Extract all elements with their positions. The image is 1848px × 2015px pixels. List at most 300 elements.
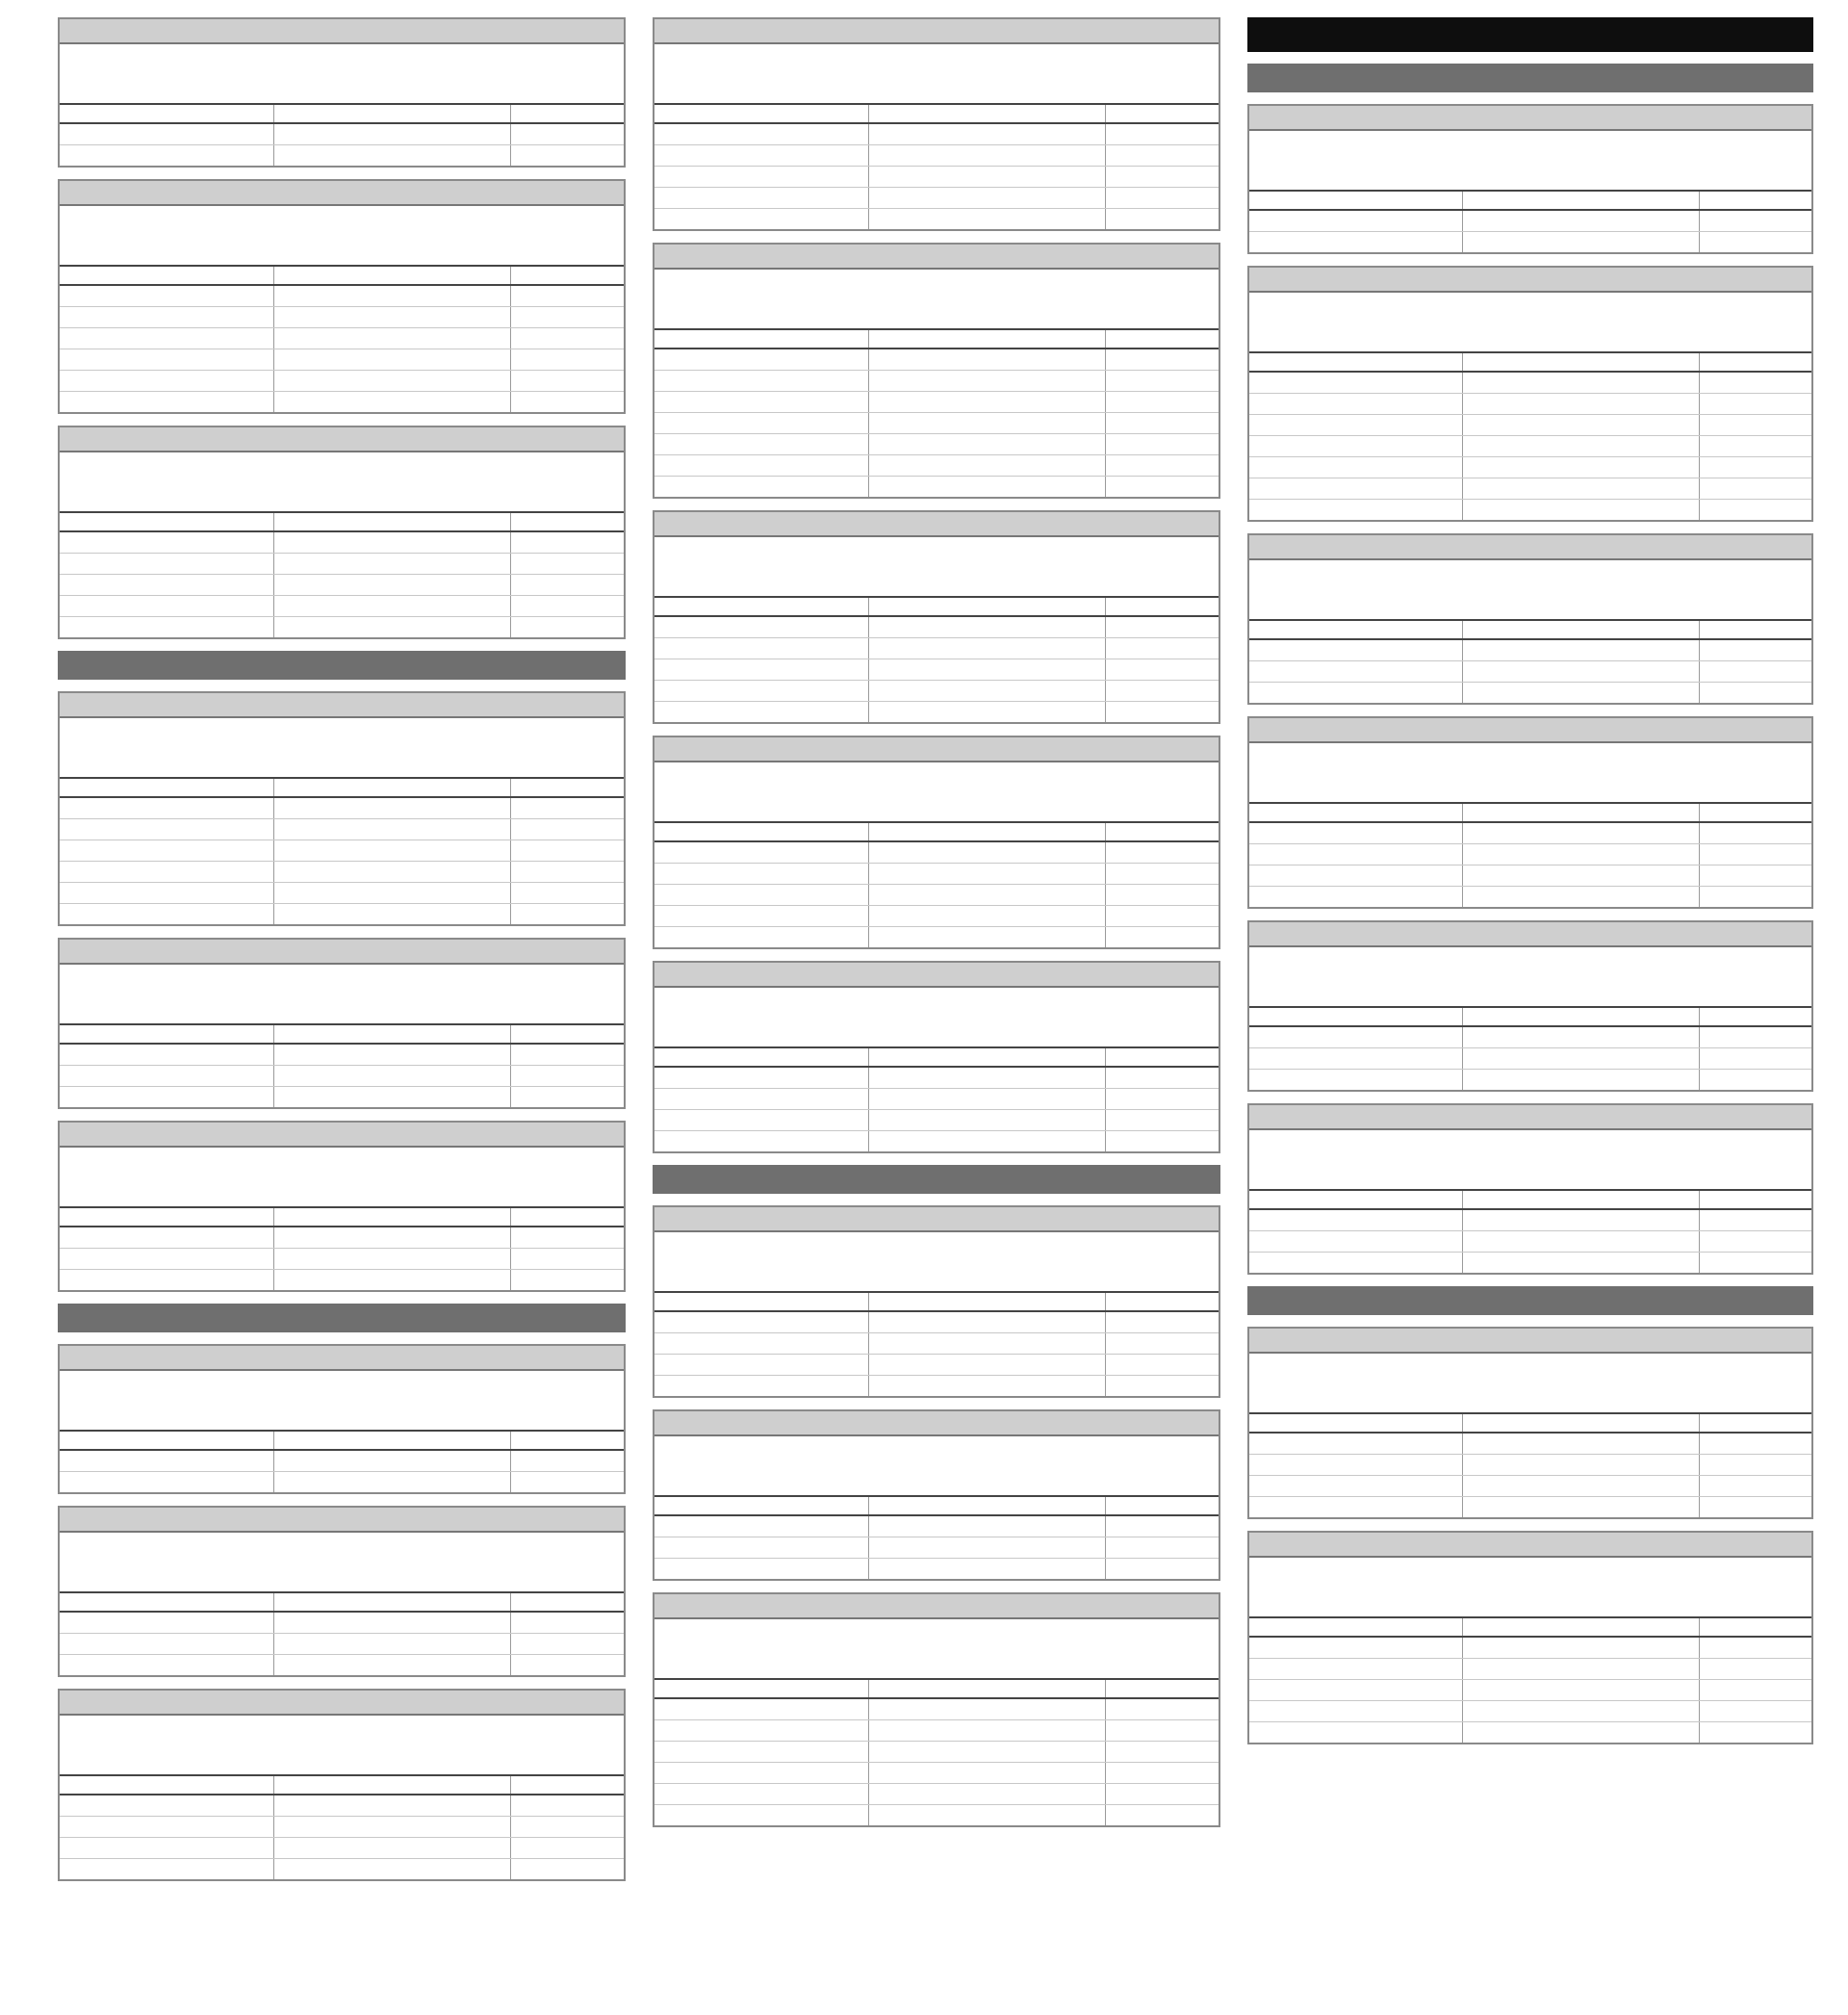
summary-value (287, 1391, 381, 1409)
summary-value (1726, 1169, 1804, 1187)
summary-label (976, 1640, 1133, 1658)
table-cell (274, 797, 421, 819)
results-table (1249, 802, 1811, 907)
table-cell (511, 1634, 568, 1655)
summary-value (287, 757, 381, 775)
column-header (511, 512, 568, 531)
results-table (1249, 1189, 1811, 1273)
table-row (1249, 500, 1811, 521)
summary-label (976, 764, 1133, 783)
table-cell (60, 1249, 274, 1270)
table-cell (421, 1066, 511, 1087)
column-header (654, 1679, 869, 1698)
summary-label (67, 1150, 287, 1168)
table-cell (274, 392, 421, 413)
table-row (1249, 1026, 1811, 1048)
table-cell (421, 904, 511, 925)
table-row (654, 349, 1219, 371)
card-title (60, 693, 624, 718)
summary-label (1570, 745, 1726, 763)
summary-label (1257, 1560, 1476, 1578)
summary-label (1257, 581, 1476, 599)
table-cell (1699, 1476, 1755, 1497)
summary-label (381, 1718, 538, 1736)
column-header (869, 822, 1015, 841)
column-header (1249, 1413, 1463, 1433)
column-header (1162, 329, 1219, 349)
summary-value (538, 1571, 616, 1589)
results-table (654, 328, 1219, 497)
table-row (654, 455, 1219, 477)
summary-value (538, 1150, 616, 1168)
table-cell (60, 819, 274, 840)
table-cell (511, 1087, 568, 1108)
table-cell (60, 1044, 274, 1066)
table-cell (1015, 145, 1106, 167)
table-cell (869, 123, 1015, 145)
table-row (60, 285, 624, 307)
summary-value (1476, 313, 1569, 331)
table-cell (654, 638, 869, 659)
column-header (1756, 1413, 1811, 1433)
table-cell (1106, 209, 1163, 230)
column-header (421, 266, 511, 285)
summary-value (1726, 133, 1804, 151)
column-header (1756, 191, 1811, 210)
summary-value (1726, 763, 1804, 782)
summary-value (882, 83, 976, 101)
summary-label (662, 1253, 882, 1271)
summary-label (976, 539, 1133, 557)
table-cell (1162, 1333, 1219, 1355)
table-cell (1699, 683, 1755, 704)
card-title (654, 1594, 1219, 1619)
table-cell (869, 1376, 1015, 1397)
summary-value (1133, 990, 1211, 1008)
table-cell (567, 123, 624, 145)
table-cell (1249, 457, 1463, 478)
table-row (654, 392, 1219, 413)
summary-value (1133, 801, 1211, 819)
summary-block (654, 537, 1219, 596)
summary-label (662, 46, 882, 65)
table-cell (654, 477, 869, 498)
table-cell (869, 864, 1015, 885)
table-cell (421, 328, 511, 349)
table-cell (274, 1612, 421, 1634)
summary-value (1476, 1578, 1569, 1596)
table-cell (60, 617, 274, 638)
table-cell (1015, 1763, 1106, 1784)
table-cell (1015, 638, 1106, 659)
table-cell (60, 1472, 274, 1493)
column-header (1106, 1292, 1163, 1311)
table-row (1249, 478, 1811, 500)
table-cell (869, 392, 1015, 413)
card-title (1249, 268, 1811, 293)
column-header (60, 1431, 274, 1450)
summary-label (662, 290, 882, 308)
table-cell (1463, 1476, 1609, 1497)
table-cell (511, 1227, 568, 1249)
summary-label (1570, 1596, 1726, 1615)
table-cell (274, 575, 421, 596)
table-cell (1756, 500, 1811, 521)
table-cell (567, 371, 624, 392)
table-cell (1699, 887, 1755, 908)
summary-value (1726, 313, 1804, 331)
card-title (60, 19, 624, 44)
table-cell (1106, 1805, 1163, 1826)
table-cell (1756, 844, 1811, 865)
summary-value (287, 46, 381, 65)
table-cell (654, 1311, 869, 1333)
table-cell (1609, 210, 1699, 232)
summary-value (1476, 1392, 1569, 1410)
summary-value (538, 1409, 616, 1428)
table-cell (1249, 844, 1463, 865)
table-cell (1609, 1659, 1699, 1680)
table-cell (869, 681, 1015, 702)
table-cell (654, 1355, 869, 1376)
table-cell (567, 554, 624, 575)
column-header (1699, 620, 1755, 639)
column-header (1162, 1047, 1219, 1067)
summary-label (1257, 1132, 1476, 1150)
card-title (60, 427, 624, 452)
table-cell (869, 1515, 1015, 1537)
table-cell (1756, 865, 1811, 887)
summary-label (381, 1003, 538, 1021)
table-cell (1162, 1110, 1219, 1131)
column-header (654, 1292, 869, 1311)
summary-label (1257, 1169, 1476, 1187)
table-cell (1162, 209, 1219, 230)
column-header (1463, 1617, 1609, 1637)
table-cell (511, 617, 568, 638)
summary-label (976, 1621, 1133, 1640)
summary-value (287, 1718, 381, 1736)
statistics-card (58, 17, 626, 168)
table-cell (567, 1838, 624, 1859)
column-header (654, 1496, 869, 1515)
results-table (60, 511, 624, 637)
summary-value (538, 1003, 616, 1021)
table-cell (1162, 659, 1219, 681)
summary-value (538, 454, 616, 473)
statistics-card (1247, 533, 1813, 705)
table-cell (1756, 822, 1811, 844)
table-cell (1609, 1497, 1699, 1518)
column-header (1249, 1617, 1463, 1637)
results-table (1249, 190, 1811, 252)
column-header (511, 1592, 568, 1612)
table-cell (1609, 394, 1699, 415)
summary-value (287, 720, 381, 738)
table-cell (567, 819, 624, 840)
summary-value (538, 1754, 616, 1772)
results-table (60, 103, 624, 166)
table-cell (1162, 1805, 1219, 1826)
table-cell (869, 371, 1015, 392)
table-cell (1609, 1253, 1699, 1274)
table-cell (1756, 1253, 1811, 1274)
summary-label (67, 1168, 287, 1186)
card-title (60, 940, 624, 965)
summary-label (976, 557, 1133, 576)
table-row (654, 188, 1219, 209)
table-cell (1015, 1720, 1106, 1742)
table-cell (1162, 145, 1219, 167)
summary-value (1476, 169, 1569, 188)
summary-value (882, 1621, 976, 1640)
summary-label (662, 801, 882, 819)
table-cell (421, 1044, 511, 1066)
table-cell (1609, 415, 1699, 436)
table-cell (1756, 415, 1811, 436)
table-row (654, 885, 1219, 906)
summary-value (1726, 968, 1804, 986)
table-cell (869, 1355, 1015, 1376)
table-cell (1015, 123, 1106, 145)
table-row (1249, 1497, 1811, 1518)
summary-label (67, 1186, 287, 1204)
table-cell (274, 531, 421, 554)
table-cell (1756, 1209, 1811, 1231)
table-cell (1699, 844, 1755, 865)
column-header (1699, 1413, 1755, 1433)
table-cell (869, 841, 1015, 864)
table-cell (1609, 436, 1699, 457)
table-cell (567, 1795, 624, 1817)
table-cell (421, 392, 511, 413)
column-header (1106, 822, 1163, 841)
table-cell (421, 1227, 511, 1249)
card-title (1249, 1533, 1811, 1558)
summary-value (1133, 308, 1211, 326)
table-cell (1249, 394, 1463, 415)
table-cell (1015, 1110, 1106, 1131)
summary-value (538, 720, 616, 738)
summary-label (1257, 295, 1476, 313)
summary-label (67, 1409, 287, 1428)
summary-value (1726, 1356, 1804, 1374)
table-cell (654, 906, 869, 927)
table-cell (511, 392, 568, 413)
table-cell (869, 167, 1015, 188)
summary-block (1249, 560, 1811, 619)
table-cell (567, 1612, 624, 1634)
table-cell (274, 145, 421, 167)
table-cell (1162, 1720, 1219, 1742)
table-cell (567, 797, 624, 819)
table-cell (869, 349, 1015, 371)
summary-value (538, 473, 616, 491)
table-cell (511, 328, 568, 349)
table-cell (1106, 1763, 1163, 1784)
table-cell (654, 659, 869, 681)
table-row (60, 1249, 624, 1270)
column-header (1609, 620, 1699, 639)
summary-label (662, 1475, 882, 1493)
table-row (1249, 1701, 1811, 1722)
summary-value (1133, 1658, 1211, 1676)
table-cell (1015, 1805, 1106, 1826)
table-row (654, 1720, 1219, 1742)
table-cell (1015, 349, 1106, 371)
summary-label (381, 1736, 538, 1754)
table-cell (1106, 616, 1163, 638)
summary-label (976, 990, 1133, 1008)
table-cell (1106, 864, 1163, 885)
table-row (654, 1763, 1219, 1784)
summary-value (287, 1168, 381, 1186)
column-header (274, 1024, 421, 1044)
table-cell (654, 371, 869, 392)
statistics-card (653, 1205, 1220, 1398)
table-cell (1106, 1720, 1163, 1742)
table-cell (511, 883, 568, 904)
summary-value (1476, 599, 1569, 617)
table-cell (654, 209, 869, 230)
table-cell (1249, 887, 1463, 908)
column-header (1015, 597, 1106, 616)
table-cell (421, 1634, 511, 1655)
table-cell (1699, 1659, 1755, 1680)
table-cell (654, 702, 869, 723)
table-cell (1106, 906, 1163, 927)
table-cell (421, 1087, 511, 1108)
column-header (421, 778, 511, 797)
table-row (60, 904, 624, 925)
table-cell (274, 1227, 421, 1249)
summary-value (882, 1640, 976, 1658)
summary-value (287, 1150, 381, 1168)
summary-label (1570, 763, 1726, 782)
table-cell (60, 797, 274, 819)
summary-value (287, 473, 381, 491)
summary-label (67, 1373, 287, 1391)
column-header (1015, 1047, 1106, 1067)
table-cell (1249, 1659, 1463, 1680)
table-cell (654, 1089, 869, 1110)
column-header (1699, 1007, 1755, 1026)
table-cell (511, 1066, 568, 1087)
sheet-column-3 (1247, 17, 1813, 1756)
column-header (869, 1679, 1015, 1698)
summary-value (1476, 968, 1569, 986)
statistics-card (1247, 920, 1813, 1092)
column-header (1106, 1496, 1163, 1515)
summary-label (662, 783, 882, 801)
summary-value (287, 65, 381, 83)
summary-label (976, 1234, 1133, 1253)
table-cell (1249, 661, 1463, 683)
table-cell (869, 145, 1015, 167)
table-cell (1015, 1698, 1106, 1720)
table-cell (60, 531, 274, 554)
table-cell (567, 392, 624, 413)
table-row (654, 167, 1219, 188)
summary-label (381, 473, 538, 491)
summary-value (1133, 576, 1211, 594)
table-cell (1699, 822, 1755, 844)
table-cell (869, 1067, 1015, 1089)
column-header (511, 778, 568, 797)
table-cell (1463, 639, 1609, 661)
summary-label (1257, 1578, 1476, 1596)
summary-label (662, 308, 882, 326)
table-cell (1106, 1067, 1163, 1089)
column-header (1106, 1047, 1163, 1067)
column-header (60, 266, 274, 285)
table-cell (1162, 1742, 1219, 1763)
table-cell (1699, 1455, 1755, 1476)
table-cell (1106, 145, 1163, 167)
summary-label (67, 1754, 287, 1772)
table-cell (1106, 1515, 1163, 1537)
summary-value (538, 1186, 616, 1204)
table-cell (60, 904, 274, 925)
table-cell (1463, 865, 1609, 887)
table-cell (1249, 1231, 1463, 1253)
summary-label (976, 1658, 1133, 1676)
table-cell (567, 1227, 624, 1249)
summary-label (1257, 169, 1476, 188)
table-cell (274, 862, 421, 883)
results-table (60, 1206, 624, 1290)
column-header (1756, 1617, 1811, 1637)
card-title (1249, 1105, 1811, 1130)
table-cell (511, 1817, 568, 1838)
table-cell (869, 1089, 1015, 1110)
table-cell (274, 1634, 421, 1655)
summary-value (1133, 539, 1211, 557)
table-cell (1249, 822, 1463, 844)
table-cell (1699, 1048, 1755, 1070)
card-title (1249, 1329, 1811, 1354)
results-table (60, 265, 624, 412)
table-cell (1106, 1089, 1163, 1110)
table-row (654, 659, 1219, 681)
column-header (511, 1431, 568, 1450)
table-cell (1699, 1680, 1755, 1701)
table-cell (1162, 349, 1219, 371)
table-cell (1162, 371, 1219, 392)
table-cell (1463, 1048, 1609, 1070)
summary-label (1570, 295, 1726, 313)
summary-value (1476, 949, 1569, 968)
table-cell (1015, 616, 1106, 638)
table-cell (869, 1537, 1015, 1559)
section-banner (58, 1304, 626, 1332)
summary-label (1570, 986, 1726, 1004)
column-header (1015, 104, 1106, 123)
table-cell (1106, 392, 1163, 413)
card-title (654, 737, 1219, 762)
table-cell (1609, 1722, 1699, 1744)
summary-value (1476, 1560, 1569, 1578)
table-row (654, 1311, 1219, 1333)
table-cell (1249, 865, 1463, 887)
table-cell (654, 1720, 869, 1742)
summary-value (882, 1475, 976, 1493)
table-cell (567, 349, 624, 371)
summary-label (381, 1535, 538, 1553)
table-row (60, 307, 624, 328)
table-row (60, 392, 624, 413)
table-row (60, 1450, 624, 1472)
